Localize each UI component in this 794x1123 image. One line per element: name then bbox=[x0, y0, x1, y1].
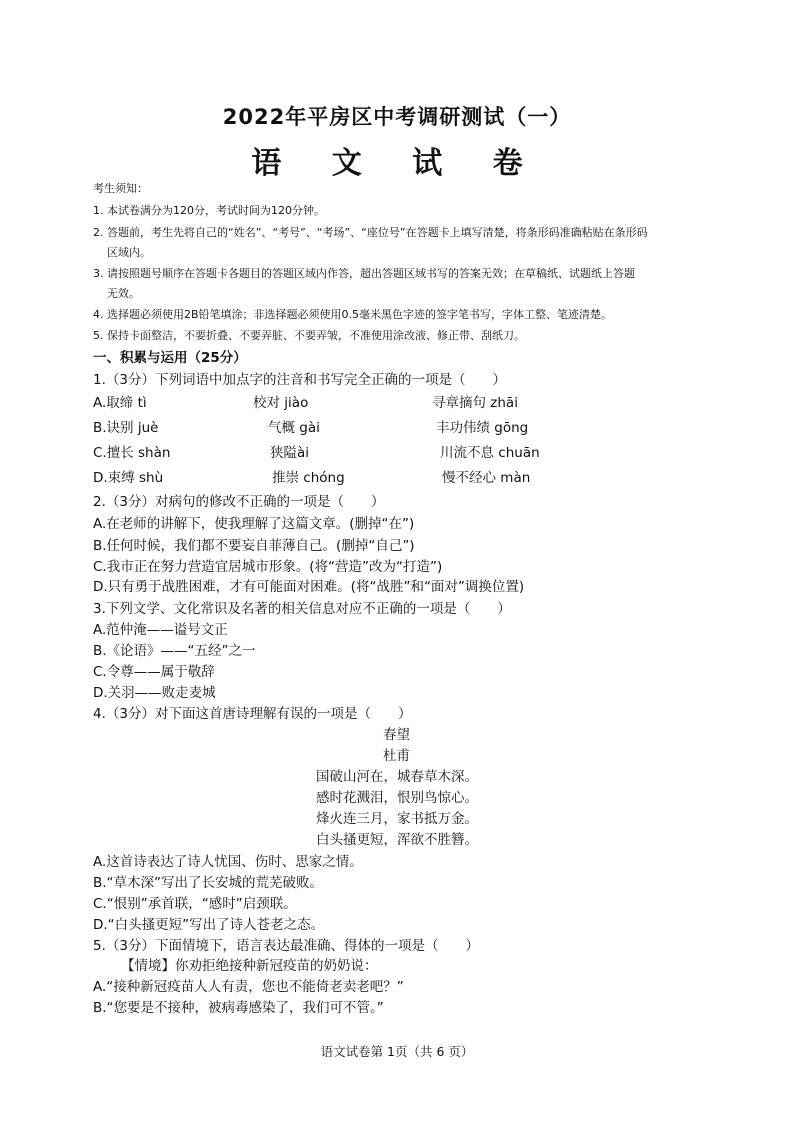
q2-option: C.我市正在努力营造宜居城市形象。(将“营造”改为“打造”) bbox=[93, 559, 443, 575]
q1-option: B.诀别 juè bbox=[93, 420, 159, 436]
notice-item: 4. 选择题必须使用2B铅笔填涂；非选择题必须使用0.5毫米黑色字迹的签字笔书写，字体工整、笔迹清楚。 bbox=[93, 308, 613, 321]
q1-word: 寻章摘句 zhāi bbox=[432, 395, 518, 411]
q3-option: B.《论语》——“五经”之一 bbox=[93, 643, 256, 659]
q1-word: 校对 jiào bbox=[253, 395, 309, 411]
poem-line: 国破山河在，城春草木深。 bbox=[316, 769, 478, 785]
q1-option: A.取缔 tì bbox=[93, 395, 147, 411]
page-footer: 语文试卷第 1页（共 6 页） bbox=[320, 1044, 474, 1059]
notice-item: 1. 本试卷满分为120分，考试时间为120分钟。 bbox=[93, 204, 325, 217]
q3-option: C.令尊——属于敬辞 bbox=[93, 664, 215, 680]
exam-title: 2022年平房区中考调研测试（一） bbox=[222, 105, 572, 129]
q1-option: C.擅长 shàn bbox=[93, 445, 171, 461]
q3-option: A.范仲淹——谥号文正 bbox=[93, 622, 228, 638]
question-4-stem: 4.（3分）对下面这首唐诗理解有误的一项是（ ） bbox=[93, 706, 412, 722]
subject-title: 语 文 试 卷 bbox=[251, 146, 543, 181]
question-5-stem: 5.（3分）下面情境下，语言表达最准确、得体的一项是（ ） bbox=[93, 938, 479, 954]
section-heading: 一、积累与运用（25分） bbox=[93, 350, 247, 366]
notice-item: 无效。 bbox=[107, 287, 140, 300]
notice-item: 区域内。 bbox=[107, 246, 151, 259]
question-3-stem: 3.下列文学、文化常识及名著的相关信息对应不正确的一项是（ ） bbox=[93, 601, 511, 617]
poem-author: 杜甫 bbox=[383, 748, 410, 764]
q4-option: B.“草木深”写出了长安城的荒芜破败。 bbox=[93, 875, 324, 891]
q5-option: B.“您要是不接种，被病毒感染了，我们可不管。” bbox=[93, 1000, 384, 1016]
q4-option: C.“恨别”承首联，“感时”启颈联。 bbox=[93, 896, 297, 912]
question-2-stem: 2.（3分）对病句的修改不正确的一项是（ ） bbox=[93, 494, 385, 510]
notice-item: 5. 保持卡面整洁，不要折叠、不要弄脏、不要弄皱，不准使用涂改液、修正带、刮纸刀。 bbox=[93, 329, 525, 342]
q5-option: A.“接种新冠疫苗人人有责，您也不能倚老卖老吧？” bbox=[93, 979, 404, 995]
q1-word: 丰功伟绩 gōng bbox=[436, 420, 529, 436]
q2-option: D.只有勇于战胜困难，才有可能面对困难。(将“战胜”和“面对”调换位置) bbox=[93, 579, 525, 595]
notice-item: 3. 请按照题号顺序在答题卡各题目的答题区域内作答，超出答题区域书写的答案无效；在草稿纸、试题纸上答题 bbox=[93, 267, 635, 280]
poem-line: 烽火连三月，家书抵万金。 bbox=[316, 811, 478, 827]
q1-word: 气概 gài bbox=[268, 420, 320, 436]
poem-title: 春望 bbox=[383, 727, 410, 743]
q2-option: A.在老师的讲解下，使我理解了这篇文章。(删掉“在”) bbox=[93, 516, 415, 532]
q4-option: A.这首诗表达了诗人忧国、伤时、思家之情。 bbox=[93, 854, 363, 870]
q1-option: D.束缚 shù bbox=[93, 470, 164, 486]
q1-word: 狭隘ài bbox=[270, 445, 310, 461]
q3-option: D.关羽——败走麦城 bbox=[93, 685, 216, 701]
poem-line: 白头搔更短，浑欲不胜簪。 bbox=[316, 832, 478, 848]
q1-word: 慢不经心 màn bbox=[442, 470, 531, 486]
notice-item: 2. 答题前，考生先将自己的“姓名”、“考号”、“考场”、“座位号”在答题卡上填写清楚，将条形码准确粘贴在条形码 bbox=[93, 226, 648, 239]
q1-word: 川流不息 chuān bbox=[440, 445, 540, 461]
notice-heading: 考生须知： bbox=[93, 182, 148, 195]
q4-option: D.“白头搔更短”写出了诗人苍老之态。 bbox=[93, 917, 325, 933]
q2-option: B.任何时候，我们都不要妄自菲薄自己。(删掉“自己”) bbox=[93, 538, 415, 554]
q1-word: 推崇 chóng bbox=[272, 470, 345, 486]
question-1-stem: 1.（3分）下列词语中加点字的注音和书写完全正确的一项是（ ） bbox=[93, 372, 506, 388]
poem-line: 感时花溅泪，恨别鸟惊心。 bbox=[316, 790, 478, 806]
q5-context: 【情境】你劝拒绝接种新冠疫苗的奶奶说： bbox=[121, 958, 378, 974]
